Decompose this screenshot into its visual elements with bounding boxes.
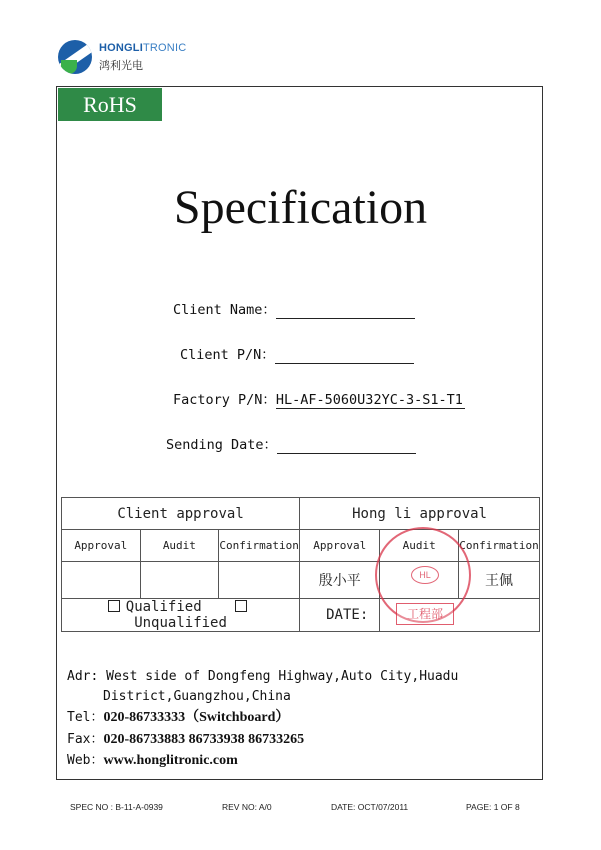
engineering-dept-stamp: 工程部	[396, 603, 454, 625]
web-line	[67, 752, 238, 770]
col-client-approval: Approval	[62, 530, 141, 562]
fax-value: 020-86733883 86733938 86733265	[103, 732, 305, 747]
hongli-confirmation-signature: 王佩	[458, 562, 539, 599]
logo-mark-icon	[58, 40, 92, 74]
web-value: www.honglitronic.com	[103, 753, 238, 768]
rohs-badge: RoHS	[58, 88, 162, 121]
logo-brand: HONGLITRONIC	[99, 42, 187, 54]
hongli-approval-header: Hong li approval	[300, 498, 540, 530]
factory-pn-label: Factory P/N：	[173, 392, 276, 408]
client-name-field	[173, 301, 415, 319]
tel-line	[67, 709, 289, 727]
factory-pn-value: HL-AF-5060U32YC-3-S1-T1	[275, 392, 463, 408]
fax-label: Fax：	[67, 732, 104, 747]
client-pn-field	[180, 346, 414, 364]
tel-value: 020-86733333（Switchboard）	[103, 710, 290, 725]
qualified-checkbox[interactable]	[108, 600, 120, 612]
sending-date-blank	[277, 438, 416, 454]
qualified-label: Qualified	[125, 599, 202, 615]
footer-spec-no: SPEC NO : B-11-A-0939	[70, 802, 163, 812]
client-name-label: Client Name：	[173, 302, 276, 318]
fax-line	[67, 731, 304, 749]
client-approval-header: Client approval	[62, 498, 300, 530]
page-title: Specification	[173, 181, 428, 234]
col-client-confirmation: Confirmation	[219, 530, 300, 562]
client-approval-sign-cell	[62, 562, 141, 599]
date-label: DATE:	[300, 599, 380, 632]
client-name-blank	[276, 303, 415, 319]
col-hongli-confirmation: Confirmation	[458, 530, 539, 562]
factory-pn-field	[173, 391, 465, 409]
unqualified-label: Unqualified	[134, 615, 227, 631]
footer-page: PAGE: 1 OF 8	[466, 802, 520, 812]
tel-label: Tel：	[67, 710, 104, 725]
client-audit-sign-cell	[140, 562, 219, 599]
sending-date-field	[166, 436, 416, 454]
unqualified-checkbox[interactable]	[235, 600, 247, 612]
address-line-2: District,Guangzhou,China	[103, 689, 291, 704]
company-logo	[58, 40, 198, 74]
client-pn-label: Client P/N：	[180, 347, 275, 363]
qualification-cell	[62, 599, 300, 632]
footer-date: DATE: OCT/07/2011	[331, 802, 409, 812]
hongli-approval-signature: 殷小平	[300, 562, 380, 599]
footer-rev-no: REV NO: A/0	[222, 802, 272, 812]
col-client-audit: Audit	[140, 530, 219, 562]
col-hongli-approval: Approval	[300, 530, 380, 562]
adr-value-1: West side of Dongfeng Highway,Auto City,Huadu	[106, 669, 459, 684]
client-confirmation-sign-cell	[219, 562, 300, 599]
seal-center-mark: HL	[411, 566, 439, 584]
col-hongli-audit: Audit	[380, 530, 459, 562]
client-pn-blank	[275, 348, 414, 364]
adr-label: Adr:	[67, 669, 99, 684]
logo-brand-cn: 鸿利光电	[99, 59, 143, 72]
sending-date-label: Sending Date：	[166, 437, 278, 453]
web-label: Web：	[67, 753, 104, 768]
address-line-1	[67, 668, 458, 686]
